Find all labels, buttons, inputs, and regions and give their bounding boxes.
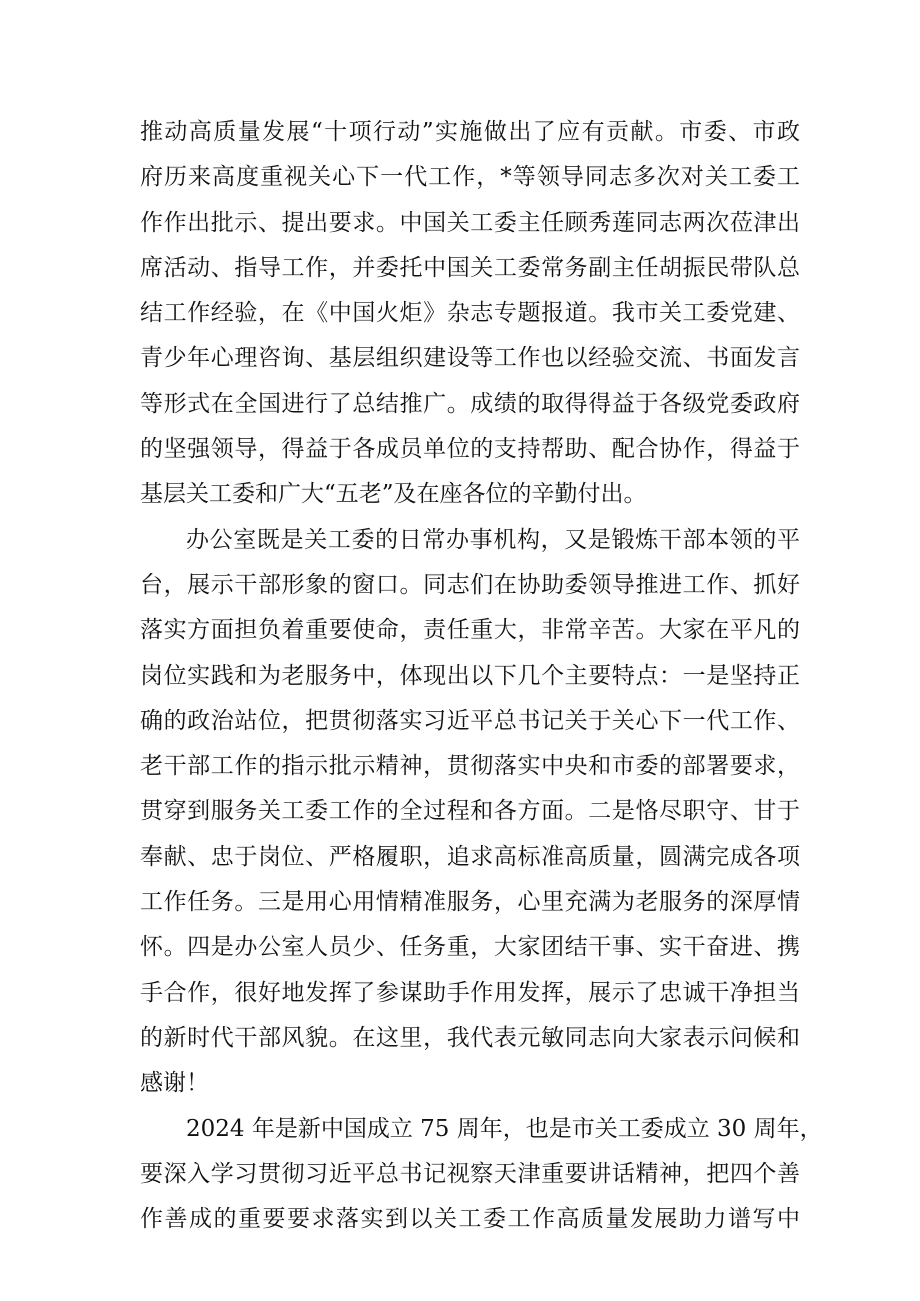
- paragraph-1-line-5: 结工作经验，在《中国火炬》杂志专题报道。我市关工委党建、: [140, 300, 800, 327]
- paragraph-2-line-8: 奉献、忠于岗位、严格履职，追求高标准高质量，圆满完成各项: [140, 843, 800, 870]
- paragraph-1-line-8: 的坚强领导，得益于各成员单位的支持帮助、配合协作，得益于: [140, 436, 800, 463]
- paragraph-1-line-3: 作作出批示、提出要求。中国关工委主任顾秀莲同志两次莅津出: [140, 209, 800, 236]
- paragraph-2-line-10: 怀。四是办公室人员少、任务重，大家团结干事、实干奋进、携: [140, 934, 800, 961]
- paragraph-1-line-4: 席活动、指导工作，并委托中国关工委常务副主任胡振民带队总: [140, 254, 800, 281]
- paragraph-2-line-1: 办公室既是关工委的日常办事机构，又是锻炼干部本领的平: [186, 526, 800, 553]
- paragraph-1-line-7: 等形式在全国进行了总结推广。成绩的取得得益于各级党委政府: [140, 390, 800, 417]
- paragraph-3-line-2: 要深入学习贯彻习近平总书记视察天津重要讲话精神，把四个善: [140, 1160, 800, 1187]
- paragraph-2-line-7: 贯穿到服务关工委工作的全过程和各方面。二是恪尽职守、甘于: [140, 798, 800, 825]
- paragraph-2-line-2: 台，展示干部形象的窗口。同志们在协助委领导推进工作、抓好: [140, 571, 800, 598]
- document-body: [140, 110, 823, 1242]
- paragraph-2-line-5: 确的政治站位，把贯彻落实习近平总书记关于关心下一代工作、: [140, 707, 800, 734]
- paragraph-2-line-12: 的新时代干部风貌。在这里，我代表元敏同志向大家表示问候和: [140, 1024, 800, 1051]
- paragraph-3-line-3: 作善成的重要要求落实到以关工委工作高质量发展助力谱写中: [140, 1206, 800, 1233]
- paragraph-2-line-9: 工作任务。三是用心用情精准服务，心里充满为老服务的深厚情: [140, 889, 800, 916]
- paragraph-2-line-6: 老干部工作的指示批示精神，贯彻落实中央和市委的部署要求，: [140, 753, 800, 780]
- paragraph-3-line-1: 2024 年是新中国成立 75 周年，也是市关工委成立 30 周年，: [186, 1115, 823, 1142]
- paragraph-1-line-9: 基层关工委和广大“五老”及在座各位的辛勤付出。: [140, 481, 647, 508]
- paragraph-1-line-6: 青少年心理咨询、基层组织建设等工作也以经验交流、书面发言: [140, 345, 800, 372]
- paragraph-2-line-11: 手合作，很好地发挥了参谋助手作用发挥，展示了忠诚干净担当: [140, 979, 800, 1006]
- paragraph-1-line-2: 府历来高度重视关心下一代工作，*等领导同志多次对关工委工: [140, 164, 800, 191]
- paragraph-2-line-13: 感谢！: [140, 1070, 209, 1097]
- paragraph-2-line-3: 落实方面担负着重要使命，责任重大，非常辛苦。大家在平凡的: [140, 617, 800, 644]
- paragraph-1-line-1: 推动高质量发展“十项行动”实施做出了应有贡献。市委、市政: [140, 119, 800, 145]
- paragraph-2-line-4: 岗位实践和为老服务中，体现出以下几个主要特点：一是坚持正: [140, 662, 800, 689]
